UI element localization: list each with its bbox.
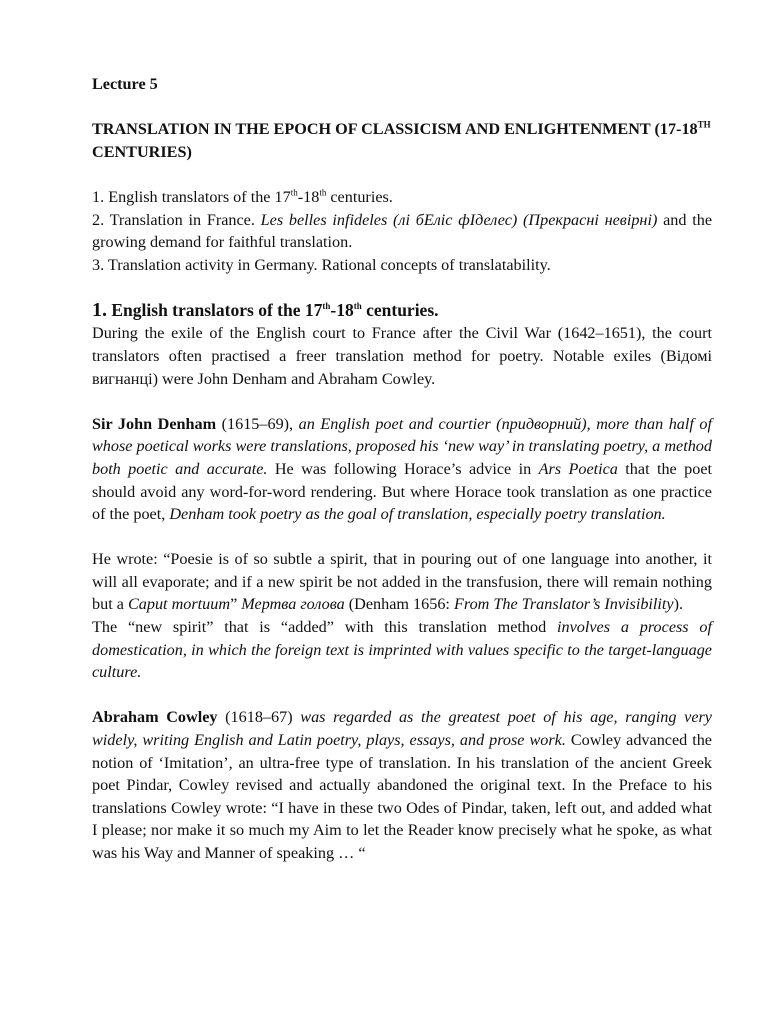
cowley-paragraph xyxy=(92,706,712,864)
quote-italic-1: Caput mortuum xyxy=(127,595,231,614)
outline-2-text: 2. Translation in France. xyxy=(92,210,261,229)
cowley-italic: was regarded as the greatest poet of his age, ranging very widely, writing English and Latin poetry, plays, essays, and prose work. xyxy=(92,708,712,750)
page-title xyxy=(92,118,712,163)
outline-1-text-2: -18 xyxy=(297,187,320,206)
cowley-dates: (1618–67) xyxy=(217,708,301,727)
outline-1-text: 1. English translators of the 17 xyxy=(92,187,291,206)
quote-text-4: ). xyxy=(673,595,684,614)
section-number: 1. xyxy=(92,299,107,322)
new-spirit-paragraph xyxy=(92,616,712,684)
title-text-end: CENTURIES) xyxy=(92,142,192,161)
section-heading xyxy=(92,298,712,322)
outline-2-italic: Les belles infideles (лі бЕліс фІделес) (Прекрасні невірні) xyxy=(260,210,658,229)
document-body xyxy=(92,73,712,865)
outline-1-text-3: centuries. xyxy=(326,187,393,206)
title-text: TRANSLATION IN THE EPOCH OF CLASSICISM AND ENLIGHTENMENT (17-18 xyxy=(92,120,698,139)
outline-item-2 xyxy=(92,209,712,254)
denham-text-2: that the poet should avoid any word-for-word rendering. But where Horace took translation as one practice of the poet, xyxy=(92,459,713,524)
quote-paragraph xyxy=(92,548,712,616)
section-sup-1: th xyxy=(322,301,331,312)
quote-italic-2: Мертва голова xyxy=(241,595,345,614)
quote-text-3: (Denham 1656: xyxy=(344,595,454,614)
outline-item-3: 3. Translation activity in Germany. Rational concepts of translatability. xyxy=(92,255,551,274)
quote-text-2: ” xyxy=(230,595,242,614)
outline-2-text-2: and the growing demand for faithful translation. xyxy=(92,210,713,252)
denham-italic-1: an English poet and courtier (придворний), more than half of whose poetical works were translations, proposed his ‘new way’ in translating poetry, a method both poetic and accurate. xyxy=(92,414,712,478)
quote-italic-3: From The Translator’s Invisibility xyxy=(453,595,674,614)
section-heading-text-3: centuries. xyxy=(361,300,439,321)
denham-italic-3: Denham took poetry as the goal of translation, especially poetry translation. xyxy=(169,505,666,524)
denham-italic-2: Ars Poetica xyxy=(538,459,618,478)
section-heading-text-2: -18 xyxy=(330,300,354,321)
outline-item-1 xyxy=(92,186,712,209)
quote-text-1: He wrote: “Poesie is of so subtle a spirit, that in pouring out of one language into another, it will all evaporate; and if a new spirit be not added in the transfusion, there will remain nothing but a xyxy=(92,550,712,614)
lecture-label: Lecture 5 xyxy=(92,75,158,93)
outline-1-sup-2: th xyxy=(319,187,327,198)
new-spirit-italic: involves a process of domestication, in which the foreign text is imprinted with values specific to the target-language culture. xyxy=(92,618,712,682)
section-intro-paragraph: During the exile of the English court to France after the Civil War (1642–1651), the court translators often practised a freer translation method for poetry. Notable exiles (Відомі вигнанці) were John Denham and Abraham Cowley. xyxy=(92,324,712,388)
new-spirit-text: The “new spirit” that is “added” with this translation method xyxy=(92,618,557,637)
denham-paragraph xyxy=(92,413,712,526)
denham-text-1: He was following Horace’s advice in xyxy=(267,459,539,478)
denham-name: Sir John Denham xyxy=(92,414,217,433)
title-superscript: TH xyxy=(697,119,711,130)
section-sup-2: th xyxy=(353,301,362,312)
denham-dates: (1615–69), xyxy=(216,414,299,433)
cowley-name: Abraham Cowley xyxy=(92,708,218,727)
section-heading-text: English translators of the 17 xyxy=(107,300,323,321)
cowley-text: Cowley advanced the notion of ‘Imitation’, an ultra-free type of translation. In his translation of the ancient Greek poet Pindar, Cowley revised and actually abandoned the original text. In the Preface to his translations Cowley wrote: “I have in these two Odes of Pindar, taken, left out, and added what I please; nor make it so much my Aim to let the Reader know precisely what he spoke, as what was his Way and Manner of speaking … “ xyxy=(92,731,712,862)
outline-1-sup-1: th xyxy=(290,187,298,198)
